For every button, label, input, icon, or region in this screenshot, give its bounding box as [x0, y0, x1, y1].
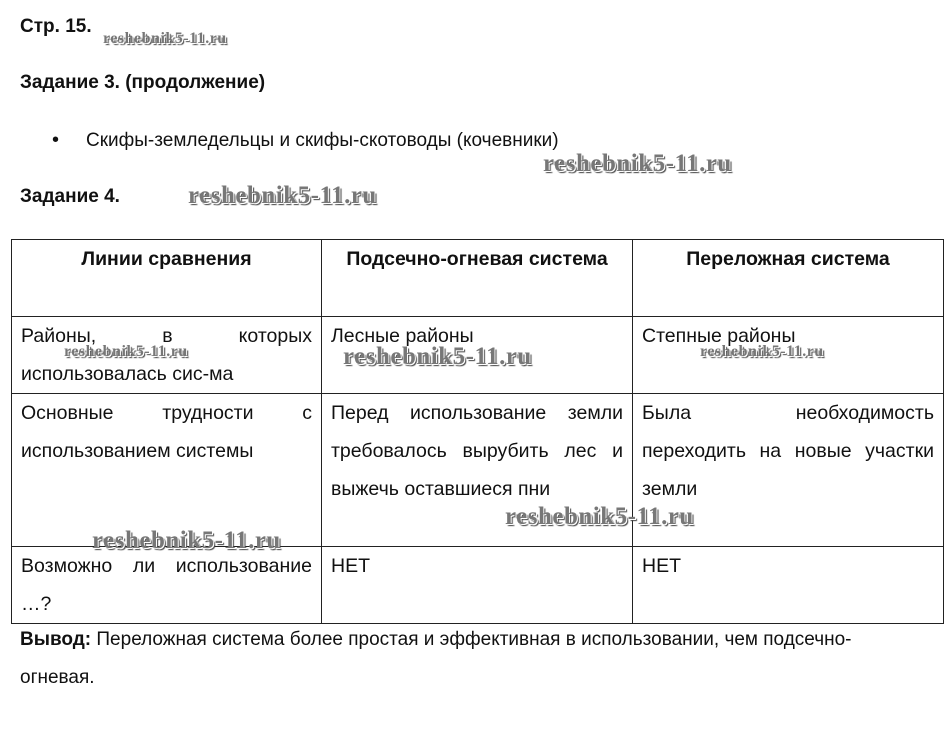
watermark: reshebnik5-11.ru [343, 343, 532, 370]
table-header-cell: Линии сравнения [12, 240, 322, 317]
table-cell: Была необходимость переходить на новые участки земли [633, 394, 944, 547]
table-cell: Перед использование земли требовалось вырубить лес и выжечь оставшиеся пни [322, 394, 633, 547]
watermark: reshebnik5-11.ru [700, 343, 824, 360]
watermark: reshebnik5-11.ru [64, 343, 188, 360]
table-cell: Лесные районы [322, 317, 633, 394]
watermark: reshebnik5-11.ru [188, 182, 377, 209]
watermark: reshebnik5-11.ru [103, 30, 227, 47]
table-cell: Районы, в которых использовалась сис-ма [12, 317, 322, 394]
table-header-cell: Подсечно-огневая система [322, 240, 633, 317]
bullet-text: Скифы-земледельцы и скифы-скотоводы (кочевники) [86, 130, 559, 151]
table-header-row [12, 240, 944, 317]
comparison-table [11, 239, 944, 624]
table-cell: Степные районы [633, 317, 944, 394]
table-cell: Возможно ли использование …? [12, 547, 322, 624]
table-cell: НЕТ [322, 547, 633, 624]
task3-heading: Задание 3. (продолжение) [20, 72, 266, 93]
task3-bullet-item [52, 129, 559, 152]
conclusion [20, 621, 882, 697]
watermark: reshebnik5-11.ru [505, 503, 694, 530]
table-row [12, 547, 944, 624]
conclusion-text: Переложная система более простая и эффективная в использовании, чем подсечно-огневая. [20, 629, 852, 688]
watermark: reshebnik5-11.ru [92, 527, 281, 554]
table-cell: НЕТ [633, 547, 944, 624]
bullet-icon: • [52, 129, 60, 151]
table-row [12, 394, 944, 547]
table-cell: Основные трудности с использованием системы [12, 394, 322, 547]
conclusion-label: Вывод: [20, 629, 92, 650]
task4-heading: Задание 4. [20, 186, 120, 207]
watermark: reshebnik5-11.ru [543, 150, 732, 177]
table-header-cell: Переложная система [633, 240, 944, 317]
page-reference: Стр. 15. [20, 16, 92, 37]
